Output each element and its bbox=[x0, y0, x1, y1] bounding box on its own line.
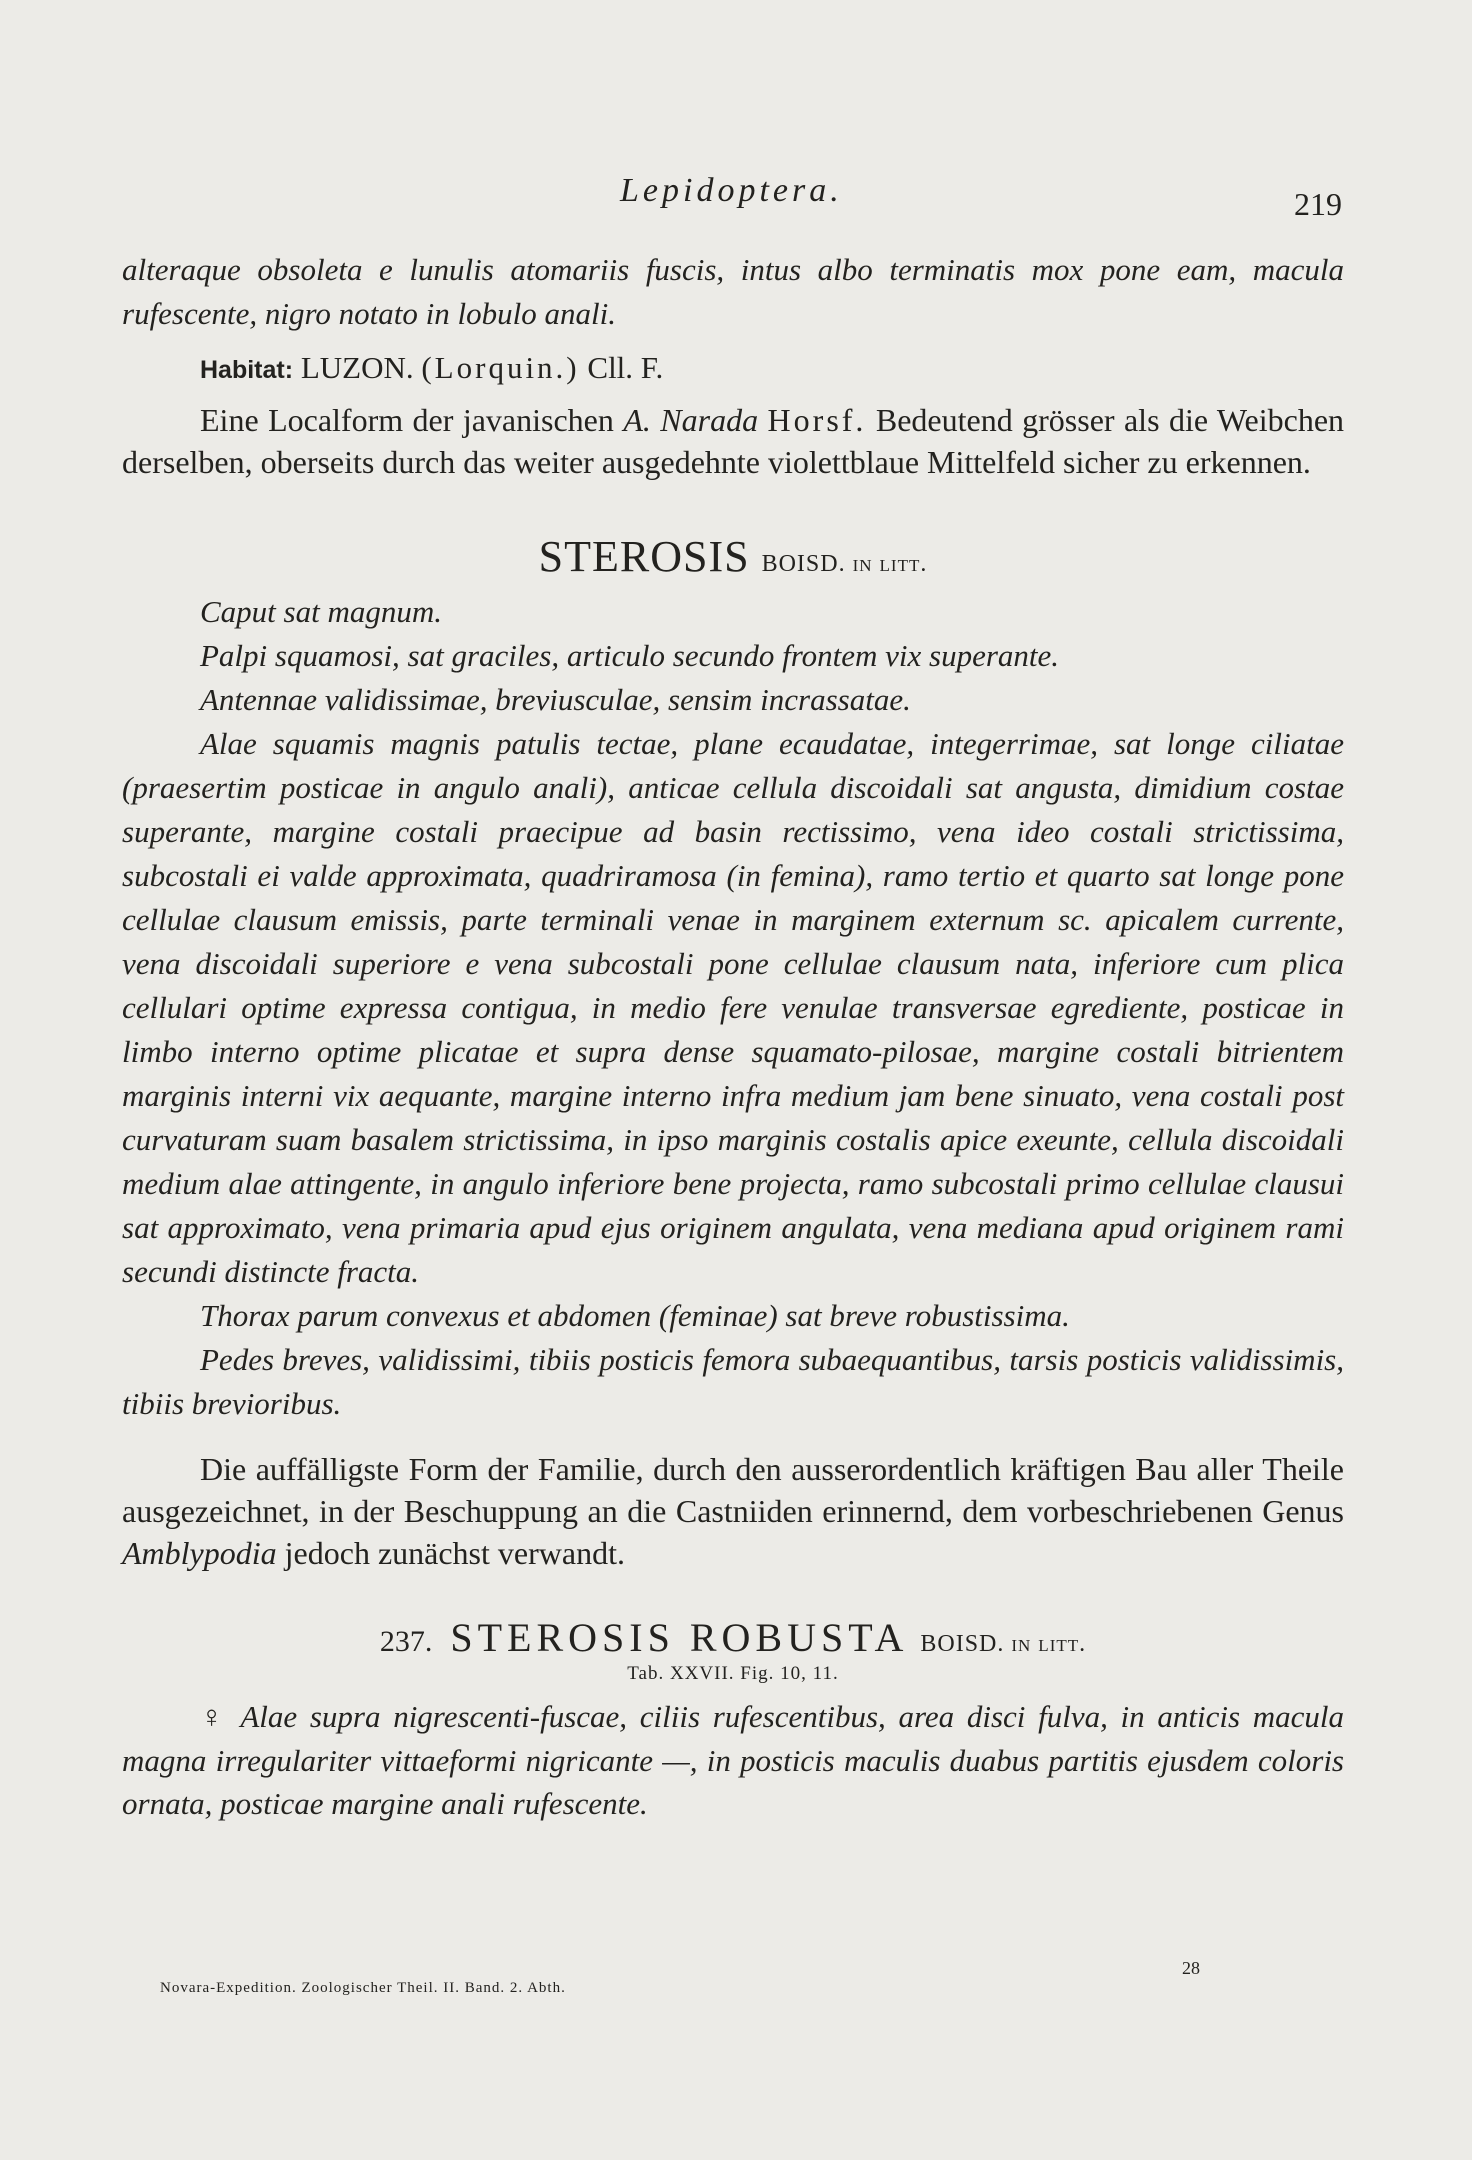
habitat-collection: Cll. F. bbox=[587, 350, 664, 385]
species-description bbox=[122, 1695, 1344, 1826]
genus-comment bbox=[122, 1448, 1344, 1574]
character-line: Pedes breves, validissimi, tibiis posticis femora subaequantibus, tarsis posticis validissimis, tibiis brevioribus. bbox=[122, 1342, 1344, 1421]
genus-comment-text-2: jedoch zunächst verwandt. bbox=[284, 1535, 625, 1571]
species-author: BOISD. in litt. bbox=[920, 1631, 1087, 1657]
species-number: 237. bbox=[379, 1625, 433, 1658]
habitat-locality: LUZON. bbox=[300, 350, 414, 385]
species-name: STEROSIS ROBUSTA bbox=[450, 1615, 909, 1660]
habitat-line bbox=[122, 347, 1344, 391]
character-line: Alae squamis magnis patulis tectae, plane ecaudatae, integerrimae, sat longe ciliatae (praesertim posticae in angulo anali), anticae cellula discoidali sat angusta, dimidium costae superante, margine costali praecipue ad basin rectissimo, vena ideo costali strictissima, subcostali ei valde approximata, quadriramosa (in femina), ramo tertio et quarto sat longe pone cellulae clausum emissis, parte terminali venae in marginem externum sc. apicalem currente, vena discoidali superiore e vena subcostali pone cellulae clausum nata, inferiore cum plica cellulari optime expressa contigua, in medio fere venulae transversae egrediente, posticae in limbo interno optime plicatae et supra dense squamato-pilosae, margine costali bitrientem marginis interni vix aequante, margine interno infra medium jam bene sinuato, vena costali post curvaturam suam basalem strictissima, in ipso marginis costalis apice exeunte, cellula discoidali medium alae attingente, in angulo inferiore bene projecta, ramo subcostali primo cellulae clausui sat approximato, vena primaria apud ejus originem angulata, vena mediana apud originem rami secundi distincte fracta. bbox=[122, 726, 1344, 1289]
remark-paragraph bbox=[122, 399, 1344, 483]
species-description-text: Alae supra nigrescenti-fuscae, ciliis rufescentibus, area disci fulva, in anticis macula magna irregulariter vittaeformi nigricante —, in posticis maculis duabus partitis ejusdem coloris ornata, posticae margine anali rufescente. bbox=[122, 1699, 1344, 1821]
page-header bbox=[0, 172, 1472, 232]
remark-text-2: Bedeutend grösser als die Weibchen derselben, oberseits durch das weiter ausgedehnte violettblaue Mittelfeld sicher zu erkennen. bbox=[122, 402, 1345, 480]
continuation-paragraph: alteraque obsoleta e lunulis atomariis fuscis, intus albo terminatis mox pone eam, macula rufescente, nigro notato in lobulo anali. bbox=[122, 252, 1344, 331]
page-footer bbox=[160, 1958, 1200, 2018]
remark-text-1: Eine Localform der javanischen bbox=[200, 402, 614, 438]
remark-author: Horsf. bbox=[767, 402, 867, 438]
character-line: Antennae validissimae, breviusculae, sensim incrassatae. bbox=[200, 682, 911, 717]
footer-text: Novara-Expedition. Zoologischer Theil. II. Band. 2. Abth. bbox=[160, 1980, 566, 1996]
signature-mark: 28 bbox=[1182, 1958, 1200, 1978]
female-symbol-icon: ♀ bbox=[200, 1699, 229, 1734]
species-heading bbox=[122, 1614, 1344, 1661]
character-line: Caput sat magnum. bbox=[200, 594, 442, 629]
character-line: Thorax parum convexus et abdomen (feminae) sat breve robustissima. bbox=[200, 1298, 1070, 1333]
running-title: Lepidoptera. bbox=[620, 172, 843, 209]
genus-author: BOISD. in litt. bbox=[761, 551, 928, 577]
page-number: 219 bbox=[1294, 186, 1342, 222]
plate-reference: Tab. XXVII. Fig. 10, 11. bbox=[627, 1663, 839, 1684]
page-body bbox=[122, 248, 1344, 1826]
remark-species: A. Narada bbox=[623, 402, 759, 438]
habitat-collector: (Lorquin.) bbox=[421, 350, 580, 385]
genus-heading bbox=[122, 531, 1344, 582]
genus-comment-ref: Amblypodia bbox=[122, 1535, 277, 1571]
genus-comment-text-1: Die auffälligste Form der Familie, durch den ausserordentlich kräftigen Bau aller Theile ausgezeichnet, in der Beschuppung an die Castniiden erinnernd, dem vorbeschriebenen Genus bbox=[122, 1451, 1344, 1529]
habitat-label: Habitat: bbox=[200, 356, 294, 384]
genus-characters bbox=[122, 590, 1344, 1426]
character-line: Palpi squamosi, sat graciles, articulo secundo frontem vix superante. bbox=[200, 638, 1060, 673]
genus-name: STEROSIS bbox=[538, 532, 750, 581]
